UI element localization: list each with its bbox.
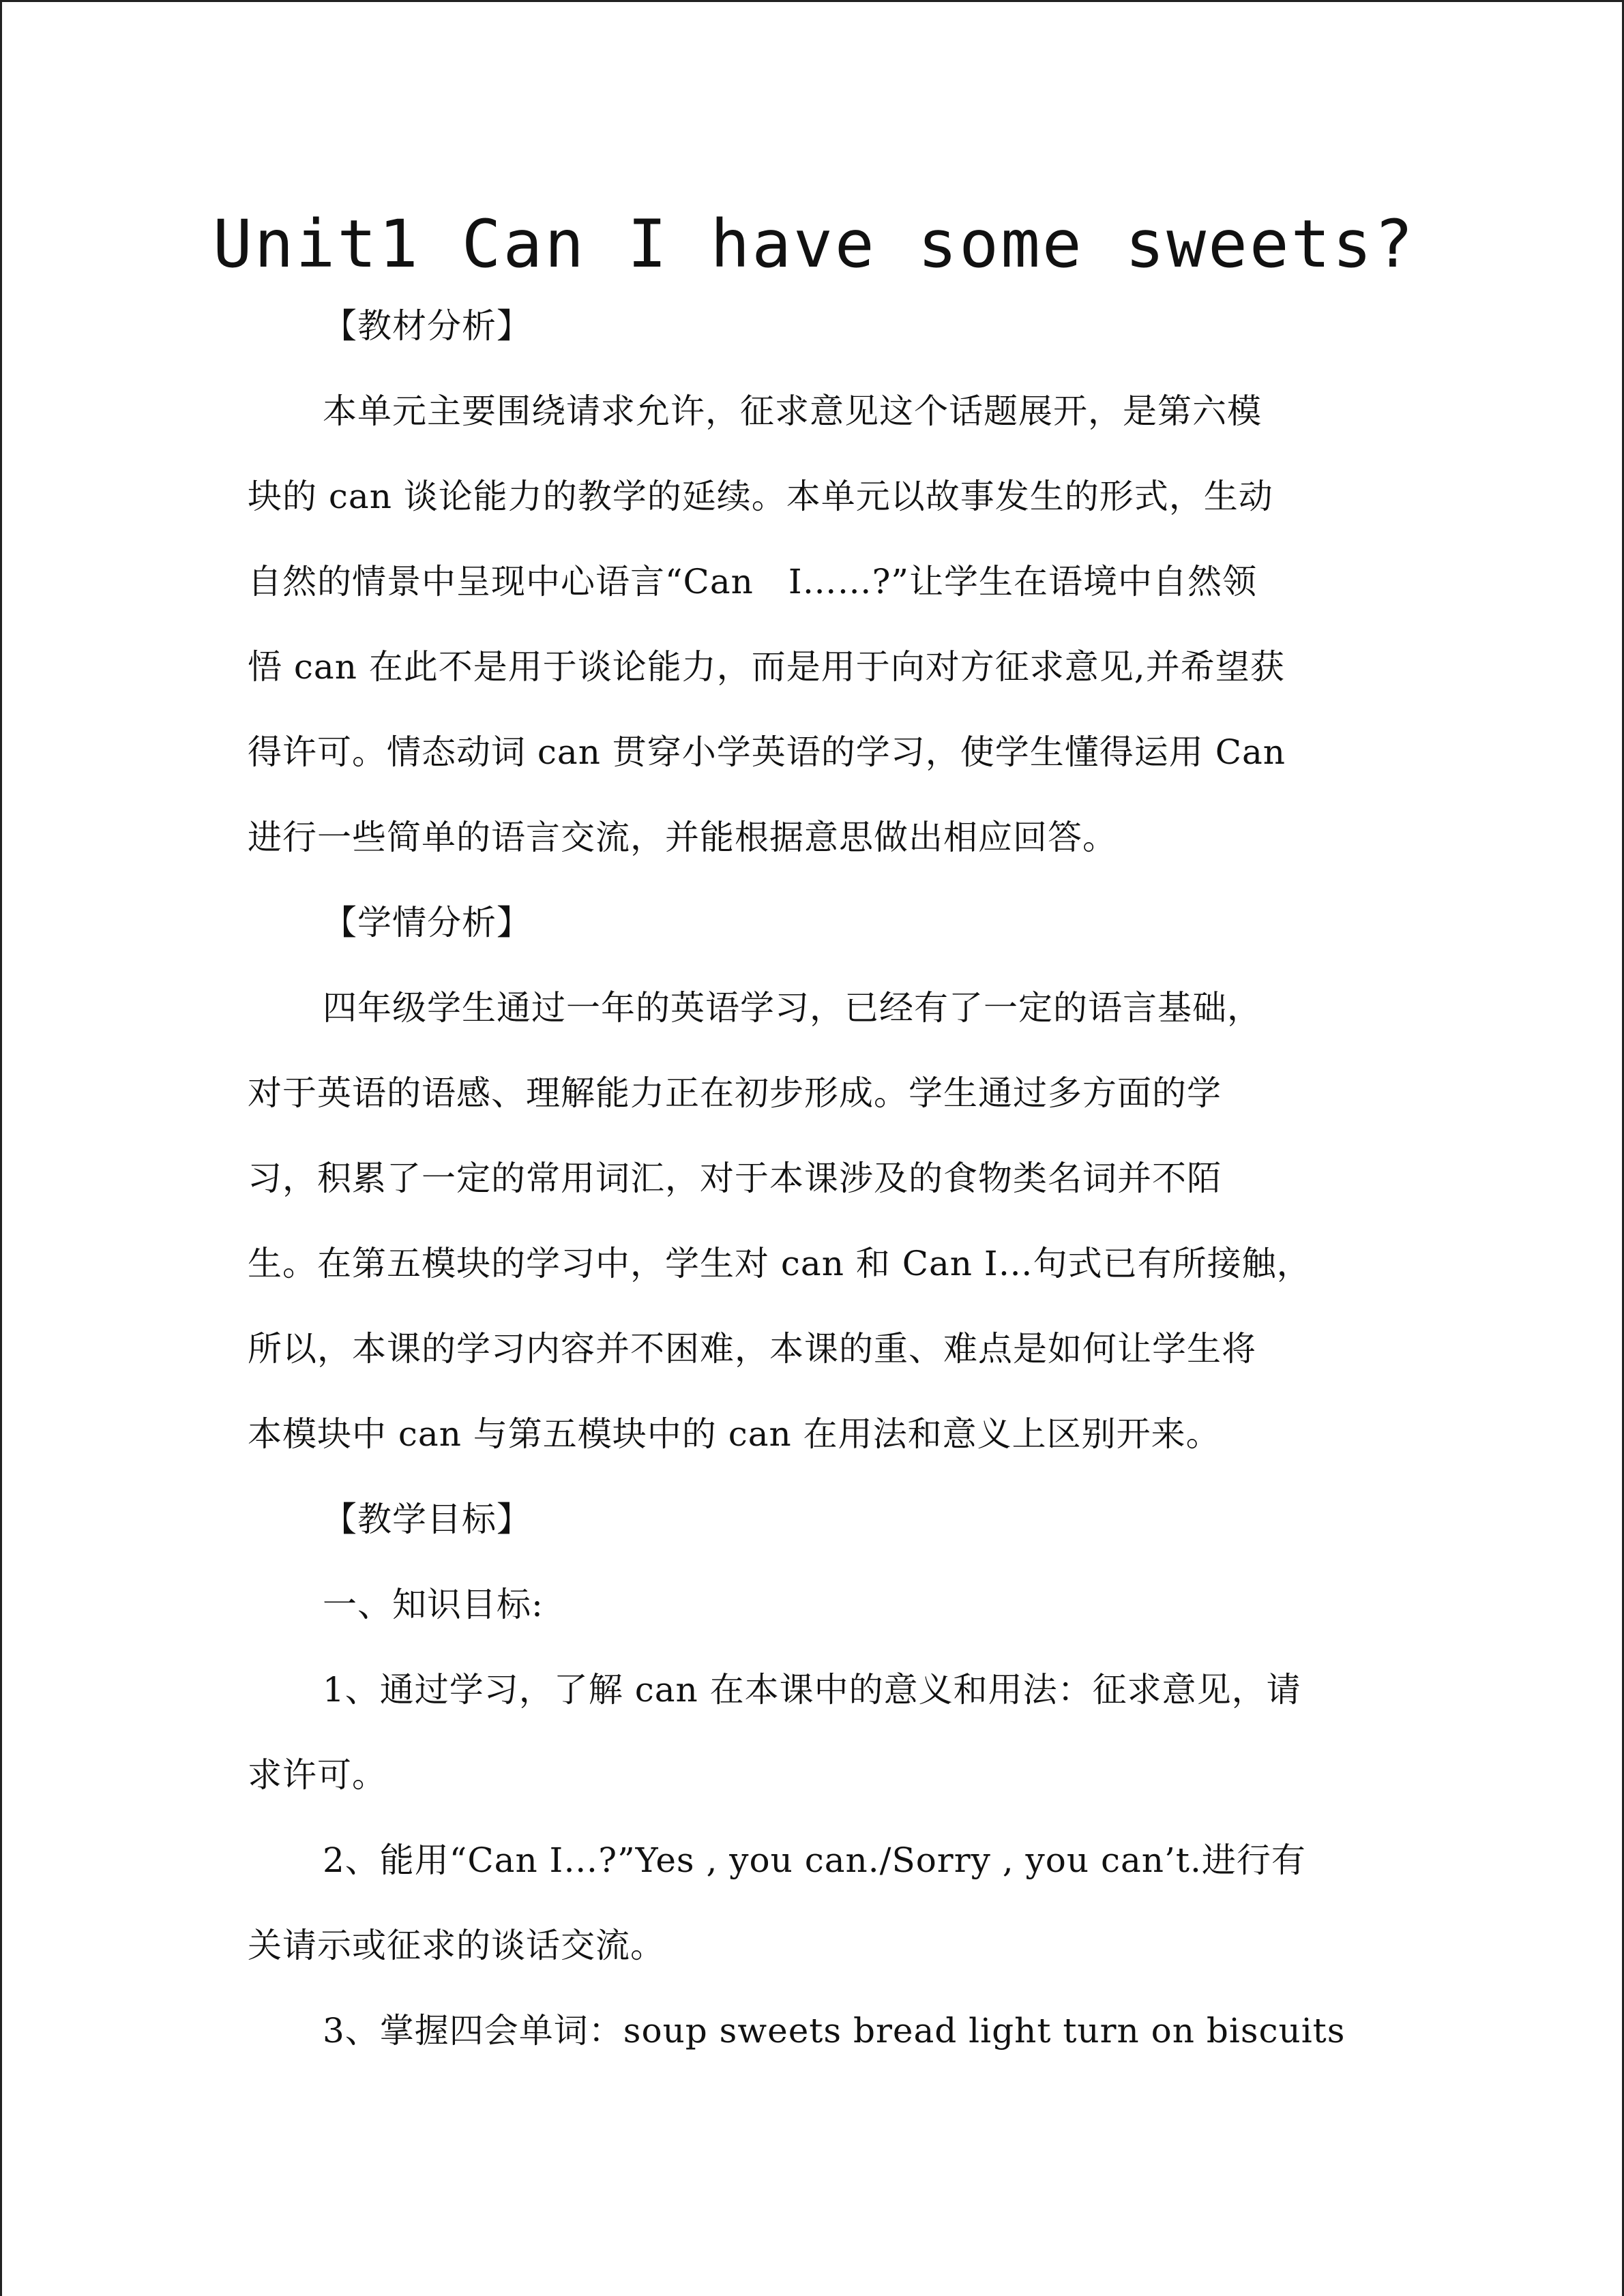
section-heading-student-analysis: 【学情分析】 <box>323 903 531 942</box>
paragraph-line: 所以，本课的学习内容并不困难，本课的重、难点是如何让学生将 <box>248 1329 1256 1369</box>
list-item-line: 3、掌握四会单词：soup sweets bread light turn on biscuits <box>323 2011 1346 2051</box>
document-title: Unit1 Can I have some sweets? <box>212 206 1416 282</box>
paragraph-line: 对于英语的语感、理解能力正在初步形成。学生通过多方面的学 <box>248 1073 1222 1113</box>
paragraph-line: 习，积累了一定的常用词汇，对于本课涉及的食物类名词并不陌 <box>248 1159 1222 1198</box>
paragraph-line: 本模块中 can 与第五模块中的 can 在用法和意义上区别开来。 <box>248 1414 1221 1454</box>
paragraph-line: 得许可。情态动词 can 贯穿小学英语的学习，使学生懂得运用 Can <box>248 732 1286 772</box>
paragraph-line: 自然的情景中呈现中心语言“Can I……?”让学生在语境中自然领 <box>248 562 1257 601</box>
paragraph-line: 块的 can 谈论能力的教学的延续。本单元以故事发生的形式，生动 <box>248 477 1273 516</box>
document-body <box>248 284 1380 2074</box>
section-heading-teaching-goals: 【教学目标】 <box>323 1500 531 1539</box>
list-item-line: 1、通过学习，了解 can 在本课中的意义和用法：征求意见，请 <box>323 1670 1301 1710</box>
list-item-line: 2、能用“Can I…?”Yes , you can./Sorry , you can’t.进行有 <box>323 1840 1306 1880</box>
paragraph-line: 生。在第五模块的学习中，学生对 can 和 Can I…句式已有所接触， <box>248 1244 1312 1283</box>
paragraph-line: 四年级学生通过一年的英语学习，已经有了一定的语言基础， <box>323 988 1262 1028</box>
section-heading-textbook-analysis: 【教材分析】 <box>323 306 531 346</box>
list-item-line: 关请示或征求的谈话交流。 <box>248 1926 665 1965</box>
list-item-line: 求许可。 <box>248 1755 387 1795</box>
subheading-knowledge-goals: 一、知识目标: <box>323 1585 544 1624</box>
paragraph-line: 本单元主要围绕请求允许，征求意见这个话题展开，是第六模 <box>323 391 1262 431</box>
paragraph-line: 进行一些简单的语言交流，并能根据意思做出相应回答。 <box>248 818 1117 857</box>
paragraph-line: 悟 can 在此不是用于谈论能力，而是用于向对方征求意见,并希望获 <box>248 647 1285 687</box>
